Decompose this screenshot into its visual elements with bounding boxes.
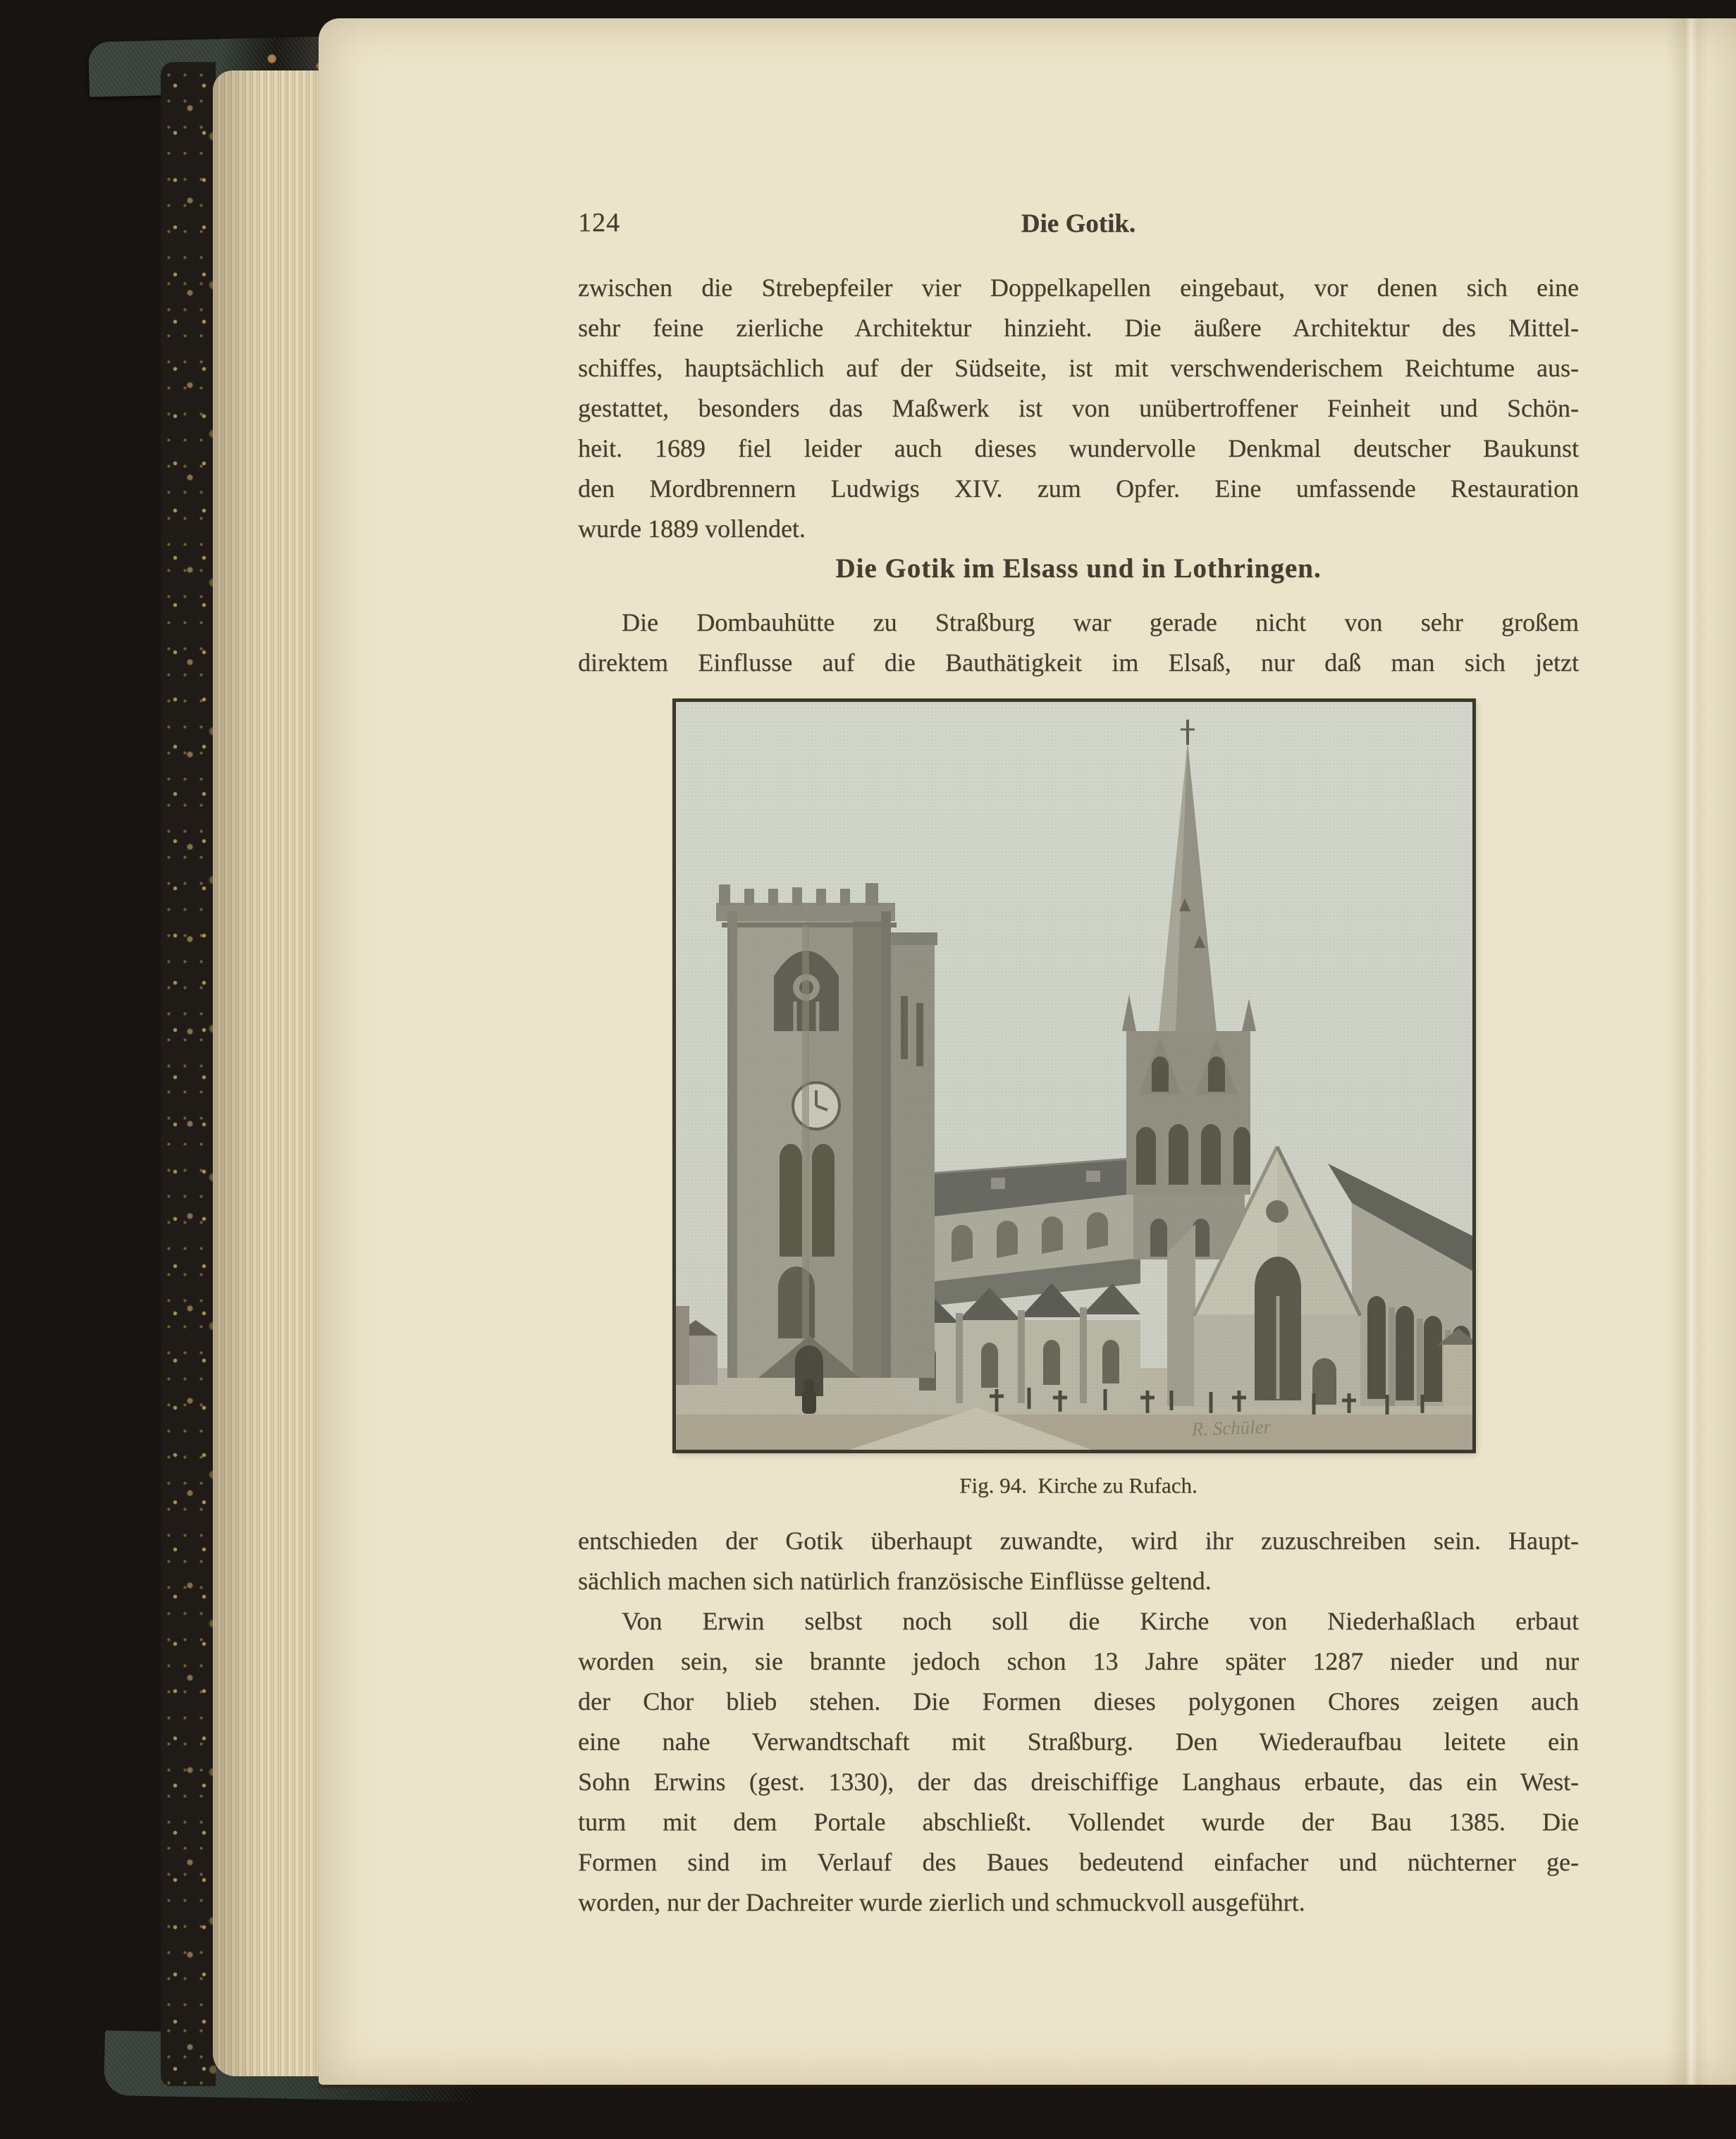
paragraph-dombau-part1 [578, 603, 1579, 683]
text-line: turm mit dem Portale abschließt. Vollendet wurde der Bau 1385. Die [578, 1808, 1579, 1836]
page-edge-stack [213, 70, 320, 2076]
paragraph-erwin [578, 1601, 1579, 1923]
text-line: den Mordbrennern Ludwigs XIV. zum Opfer. Eine umfassende Restauration [578, 474, 1579, 503]
page-crease [1666, 18, 1709, 2085]
text-line: sehr feine zierliche Architektur hinzieht. Die äußere Architektur des Mittel- [578, 314, 1579, 342]
text-line: Von Erwin selbst noch soll die Kirche von Niederhaßlach erbaut [622, 1607, 1579, 1635]
text-line: gestattet, besonders das Maßwerk ist von unübertroffener Feinheit und Schön- [578, 394, 1579, 422]
text-line: Sohn Erwins (gest. 1330), der das dreischiffige Langhaus erbaute, das ein West- [578, 1768, 1579, 1796]
figure-caption: Fig. 94. Kirche zu Rufach. [959, 1473, 1198, 1498]
text-line: entschieden der Gotik überhaupt zuwandte, wird ihr zuzuschreiben sein. Haupt- [578, 1527, 1579, 1555]
church-photo [674, 700, 1475, 1452]
section-heading: Die Gotik im Elsass und in Lothringen. [835, 553, 1322, 584]
book-page [319, 18, 1736, 2085]
running-header: Die Gotik. [1021, 209, 1136, 238]
paragraph-dombau-part2 [578, 1521, 1579, 1601]
paragraph-intro [578, 268, 1579, 549]
text-line: sächlich machen sich natürlich französische Einflüsse geltend. [578, 1567, 1212, 1595]
text-line: der Chor blieb stehen. Die Formen dieses polygonen Chores zeigen auch [578, 1687, 1579, 1715]
text-line: eine nahe Verwandtschaft mit Straßburg. Den Wiederaufbau leitete ein [578, 1727, 1579, 1756]
text-line: Die Dombauhütte zu Straßburg war gerade nicht von sehr großem [622, 608, 1579, 636]
text-line: Formen sind im Verlauf des Baues bedeutend einfacher und nüchterner ge- [578, 1848, 1579, 1876]
marbled-cover-edge [161, 62, 216, 2086]
text-line: zwischen die Strebepfeiler vier Doppelkapellen eingebaut, vor denen sich eine [578, 273, 1579, 302]
text-line: worden, nur der Dachreiter wurde zierlich und schmuckvoll ausgeführt. [578, 1888, 1305, 1916]
text-line: wurde 1889 vollendet. [578, 514, 806, 543]
paper-tint-overlay [674, 700, 1475, 1452]
text-line: heit. 1689 fiel leider auch dieses wundervolle Denkmal deutscher Baukunst [578, 434, 1579, 462]
figure-94 [674, 700, 1475, 1452]
text-line: schiffes, hauptsächlich auf der Südseite, ist mit verschwenderischem Reichtume aus- [578, 354, 1579, 382]
photo-signature: R. Schüler [1191, 1416, 1272, 1440]
text-line: worden sein, sie brannte jedoch schon 13 Jahre später 1287 nieder und nur [578, 1647, 1579, 1675]
text-line: direktem Einflusse auf die Bauthätigkeit im Elsaß, nur daß man sich jetzt [578, 648, 1579, 677]
page-number: 124 [578, 208, 620, 238]
